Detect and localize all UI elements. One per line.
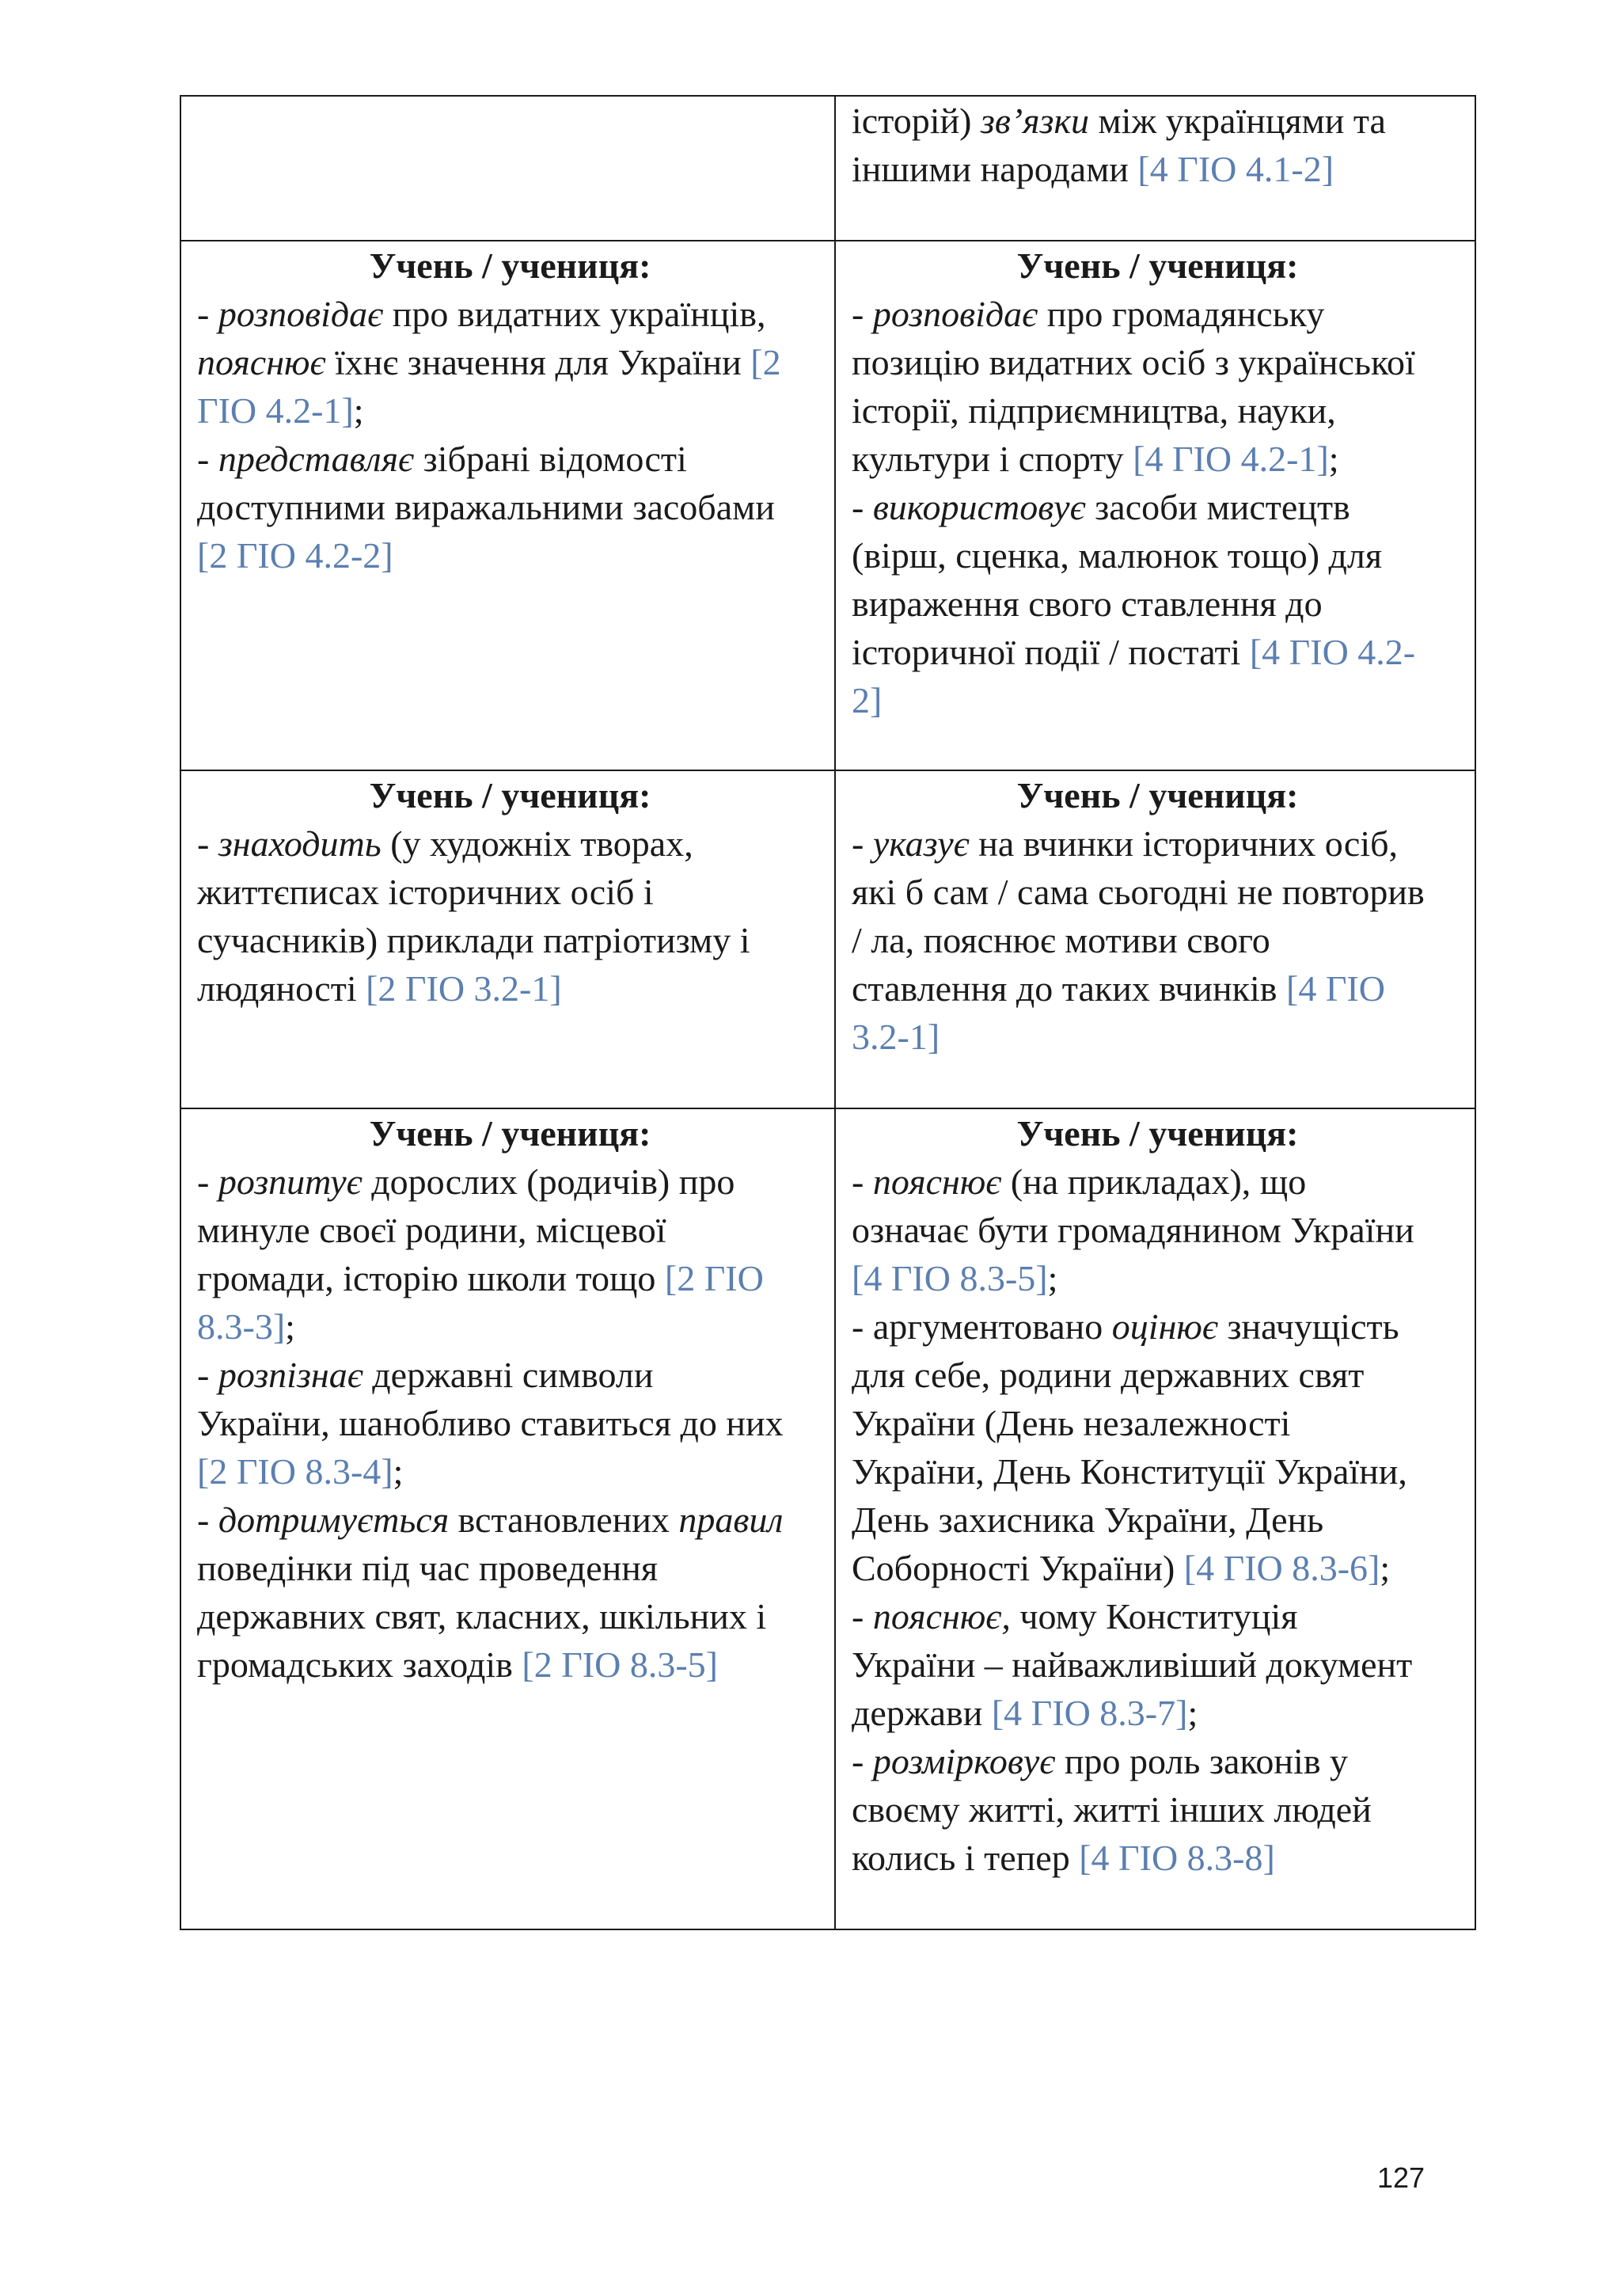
outcome-reference: [4 ГІО [1286,968,1385,1009]
outcome-reference: [4 ГІО 8.3-7] [991,1693,1188,1733]
text-fragment: про роль законів у [1055,1741,1349,1781]
text-line [852,1351,1463,1399]
text-line [197,1447,823,1496]
text-line [852,676,1463,724]
cell-heading: Учень / учениця: [1016,775,1299,815]
text-fragment: про громадянську [1038,294,1325,334]
text-line [852,145,1463,193]
text-fragment: історичної події / постаті [852,632,1250,672]
outcome-reference: [4 ГІО 4.1-2] [1137,149,1334,189]
text-line [852,1737,1463,1785]
text-fragment: ; [393,1451,404,1492]
text-line [852,290,1463,338]
text-fragment: сучасників) приклади патріотизму і [197,920,750,960]
outcome-reference: [2 ГІО 3.2-1] [366,968,562,1009]
table-row [180,1108,1475,1929]
text-line [852,386,1463,435]
text-fragment: колись і тепер [852,1838,1080,1878]
text-line [197,868,823,916]
text-fragment: ; [1047,1258,1058,1298]
text-line [852,1689,1463,1737]
outcome-reference: [4 ГІО 8.3-6] [1183,1548,1380,1588]
text-line [197,1496,823,1544]
text-fragment: (вірш, сценка, малюнок тощо) для [852,535,1383,576]
outcome-reference: 3.2-1] [852,1017,940,1057]
text-fragment: значущість [1217,1306,1399,1347]
text-fragment: - аргументовано [852,1306,1112,1347]
text-line [197,386,823,435]
action-verb: пояснює, [872,1596,1011,1636]
outcome-reference: [2 ГІО 8.3-5] [522,1644,718,1685]
text-fragment: України, шанобливо ставиться до них [197,1403,784,1443]
text-line [197,1158,823,1206]
text-fragment: України, День Конституції України, [852,1451,1407,1492]
text-fragment: громадських заходів [197,1644,522,1685]
text-line [197,1302,823,1351]
text-fragment: держави [852,1693,992,1733]
text-line [197,531,823,580]
action-verb: розпитує [218,1161,363,1202]
outcome-reference: 8.3-3] [197,1306,286,1347]
table-row [180,96,1475,241]
text-line [852,1206,1463,1254]
text-line [852,1158,1463,1206]
text-fragment: - [197,1161,218,1202]
text-line [197,435,823,483]
outcome-reference: [2 ГІО [664,1258,764,1298]
text-fragment: - [197,1355,218,1395]
action-verb: знаходить [218,823,382,864]
text-fragment: - [197,294,218,334]
text-fragment: засоби мистецтв [1085,487,1350,527]
text-fragment: (у художніх творах, [381,823,693,864]
text-fragment: дорослих (родичів) про [362,1161,735,1202]
text-fragment: - [852,1741,873,1781]
text-fragment: людяності [197,968,366,1009]
text-line [197,1254,823,1302]
text-fragment: державних свят, класних, шкільних і [197,1596,767,1636]
table-row [180,770,1475,1108]
text-fragment: встановлених [449,1500,679,1540]
text-fragment: історії, підприємництва, науки, [852,390,1336,431]
text-fragment: поведінки під час проведення [197,1548,659,1588]
text-line [852,97,1463,145]
outcome-reference: [2 ГІО 4.2-2] [197,535,393,576]
text-line [852,1496,1463,1544]
action-verb: використовує [872,487,1086,527]
text-line [852,1399,1463,1447]
text-line [197,916,823,964]
text-fragment: вираження свого ставлення до [852,584,1323,624]
action-verb: пояснює [872,1161,1002,1202]
page-number: 127 [1377,2161,1425,2194]
text-line [197,1351,823,1399]
text-fragment: державні символи [363,1355,654,1395]
text-fragment: ; [353,390,364,431]
text-fragment: про видатних українців, [383,294,766,334]
text-line [197,338,823,386]
cell-heading: Учень / учениця: [369,245,651,286]
text-line [852,1013,1463,1061]
text-line [852,1302,1463,1351]
text-line [852,1254,1463,1302]
text-line [197,819,823,868]
table-row [180,241,1475,770]
text-line [852,628,1463,676]
outcome-reference: ГІО 4.2-1] [197,390,354,431]
text-line [852,338,1463,386]
text-fragment: позицію видатних осіб з української [852,342,1415,382]
table-cell-left [180,1108,835,1929]
action-verb: розмірковує [872,1741,1056,1781]
text-fragment: - [197,823,218,864]
text-fragment: - [852,1161,873,1202]
action-verb: зв’язки [980,101,1090,141]
text-fragment: - [197,1500,218,1540]
text-fragment: громади, історію школи тощо [197,1258,665,1298]
text-fragment: іншими народами [852,149,1138,189]
table-cell-right [835,96,1475,241]
cell-heading: Учень / учениця: [1016,1113,1299,1154]
table-cell-right [835,1108,1475,1929]
text-fragment: історій) [852,101,981,141]
text-line [197,1592,823,1640]
text-fragment: своєму житті, житті інших людей [852,1789,1372,1830]
outcome-reference: 2] [852,680,883,720]
table-cell-left [180,96,835,241]
outcome-reference: [2 ГІО 8.3-4] [197,1451,393,1492]
text-fragment: життєписах історичних осіб і [197,872,654,912]
text-line [852,1447,1463,1496]
table-cell-left [180,770,835,1108]
text-line [852,1834,1463,1882]
text-fragment: доступними виражальними засобами [197,487,775,527]
action-verb: розпізнає [218,1355,363,1395]
text-fragment: які б сам / сама сьогодні не повторив [852,872,1425,912]
text-line [197,1399,823,1447]
action-verb: розповідає [218,294,384,334]
action-verb: указує [872,823,970,864]
text-fragment: ; [285,1306,295,1347]
text-line [852,916,1463,964]
text-fragment: на вчинки історичних осіб, [969,823,1398,864]
action-verb: правил [678,1500,784,1540]
outcome-reference: [4 ГІО 4.2- [1249,632,1416,672]
table-cell-right [835,770,1475,1108]
text-fragment: зібрані відомості [414,439,687,479]
text-fragment: чому Конституція [1010,1596,1298,1636]
text-line [852,1592,1463,1640]
text-fragment: для себе, родини державних свят [852,1355,1365,1395]
text-fragment: / ла, пояснює мотиви свого [852,920,1270,960]
text-line [852,1785,1463,1834]
text-fragment: - [852,487,873,527]
text-line [852,435,1463,483]
text-fragment: України – найважливіший документ [852,1644,1413,1685]
action-verb: розповідає [872,294,1038,334]
text-line [197,483,823,531]
text-line [852,580,1463,628]
action-verb: представляє [218,439,415,479]
text-fragment: - [197,439,218,479]
outcome-reference: [4 ГІО 8.3-8] [1079,1838,1275,1878]
text-line [852,483,1463,531]
text-line [197,1206,823,1254]
action-verb: дотримується [218,1500,450,1540]
table-cell-right [835,241,1475,770]
text-fragment: ; [1187,1693,1198,1733]
text-fragment: ставлення до таких вчинків [852,968,1287,1009]
text-line [852,964,1463,1013]
action-verb: пояснює [197,342,326,382]
outcome-reference: [4 ГІО 8.3-5] [852,1258,1048,1298]
text-fragment: між українцями та [1089,101,1386,141]
text-fragment: - [852,294,873,334]
text-fragment: - [852,823,873,864]
text-line [852,819,1463,868]
cell-heading: Учень / учениця: [1016,245,1299,286]
cell-heading: Учень / учениця: [369,1113,651,1154]
text-line [852,868,1463,916]
learning-outcomes-table [180,95,1476,1930]
text-line [852,1640,1463,1689]
text-line [197,964,823,1013]
cell-heading: Учень / учениця: [369,775,651,815]
text-line [852,531,1463,580]
text-fragment: означає бути громадянином України [852,1210,1414,1250]
outcome-reference: [2 [750,342,781,382]
text-fragment: ; [1328,439,1339,479]
text-fragment: минуле своєї родини, місцевої [197,1210,666,1250]
text-fragment: України (День незалежності [852,1403,1291,1443]
action-verb: оцінює [1111,1306,1218,1347]
text-fragment: культури і спорту [852,439,1133,479]
text-fragment: їхнє значення для України [325,342,751,382]
text-line [852,1544,1463,1592]
text-fragment: - [852,1596,873,1636]
table-cell-left [180,241,835,770]
outcome-reference: [4 ГІО 4.2-1] [1133,439,1329,479]
text-line [197,1640,823,1689]
text-fragment: Соборності України) [852,1548,1184,1588]
text-line [197,290,823,338]
text-fragment: День захисника України, День [852,1500,1324,1540]
text-fragment: (на прикладах), що [1001,1161,1307,1202]
text-fragment: ; [1380,1548,1391,1588]
text-line [197,1544,823,1592]
